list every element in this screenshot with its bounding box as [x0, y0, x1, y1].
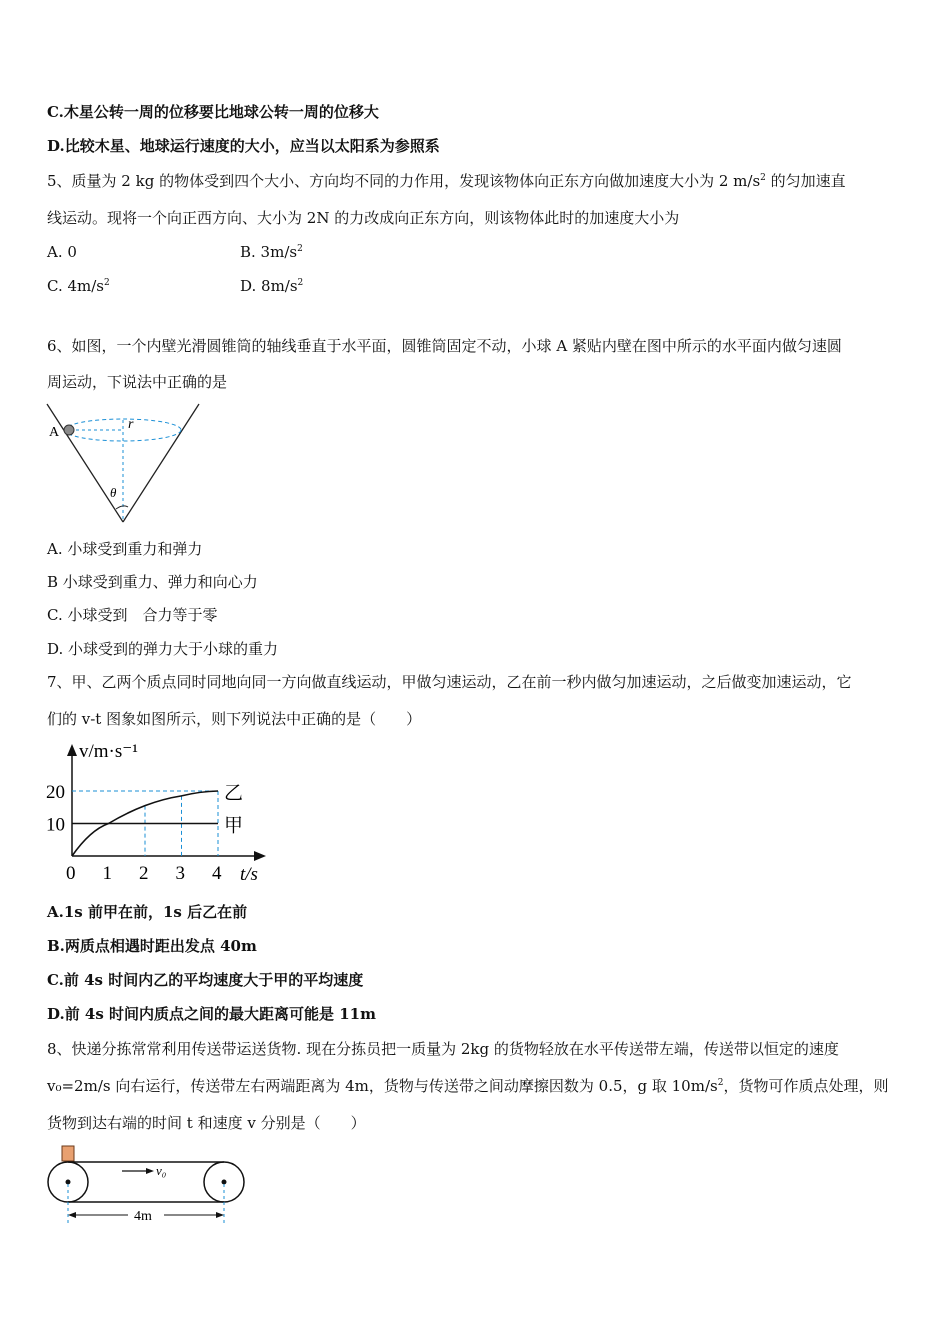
q5-stem-line2: 线运动。现将一个向正西方向、大小为 2N 的力改成向正东方向，则该物体此时的加速度大小为 [47, 209, 680, 227]
conveyor-figure [44, 1142, 249, 1230]
q5-option-a: A. 0 [47, 243, 77, 261]
q6-option-d: D. 小球受到的弹力大于小球的重力 [47, 640, 279, 658]
ball-a [64, 425, 74, 435]
cargo-box [62, 1146, 74, 1161]
q4-option-c: C.木星公转一周的位移要比地球公转一周的位移大 [47, 103, 379, 121]
y-tick-label: 10 [46, 814, 65, 836]
q4-option-d: D.比较木星、地球运行速度的大小，应当以太阳系为参照系 [47, 137, 440, 155]
q5-stem-line1: 5、质量为 2 kg 的物体受到四个大小、方向均不同的力作用，发现该物体向正东方向做加速度大小为 2 $m/s^2$ 的匀加速直 [47, 172, 846, 190]
q7-stem-line1: 7、甲、乙两个质点同时同地向同一方向做直线运动，甲做匀速运动，乙在前一秒内做匀加速运动，之后做变加速运动，它 [47, 673, 852, 691]
label-a: A [49, 425, 60, 440]
y-axis-label: v/m·s⁻¹ [79, 741, 139, 762]
x-tick-label: 3 [175, 863, 185, 884]
label-r: r [128, 417, 134, 432]
q8-stem-line2: v₀=2m/s 向右运行，传送带左右两端距离为 4m，货物与传送带之间动摩擦因数为 0.5，g 取 $10m/s^2$，货物可作质点处理，则 [47, 1077, 889, 1095]
left-pulley-axle [66, 1180, 71, 1185]
velocity-label: v₀ [156, 1163, 167, 1178]
q5-option-d: D. $8m/s^2$ [240, 277, 304, 295]
series-label-yi: 乙 [224, 783, 244, 804]
q6-stem-line1: 6、如图，一个内壁光滑圆锥筒的轴线垂直于水平面，圆锥筒固定不动，小球 A 紧贴内壁在图中所示的水平面内做匀速圆 [47, 337, 842, 355]
q8-stem-line3: 货物到达右端的时间 t 和速度 v 分别是（ ） [47, 1114, 366, 1132]
q7-option-c: C.前 4s 时间内乙的平均速度大于甲的平均速度 [47, 971, 364, 989]
cone-figure [40, 398, 210, 528]
q6-option-b: B 小球受到重力、弹力和向心力 [47, 573, 258, 591]
theta-arc [116, 506, 128, 509]
x-tick-label: 4 [212, 863, 222, 884]
label-theta: θ [110, 485, 117, 500]
x-tick-label: 1 [102, 863, 112, 884]
q6-stem-line2: 周运动，下说法中正确的是 [47, 373, 228, 391]
dim-arrow-right [216, 1212, 224, 1218]
q7-stem-line2: 们的 v-t 图象如图所示，则下列说法中正确的是（ ） [47, 710, 422, 728]
y-axis-arrow [67, 744, 77, 756]
right-pulley-axle [222, 1180, 227, 1185]
q7-option-b: B.两质点相遇时距出发点 40m [47, 937, 257, 955]
distance-label: 4m [134, 1209, 152, 1224]
q5-option-b: B. $3m/s^2$ [240, 243, 303, 261]
series-label-jia: 甲 [224, 815, 244, 837]
y-tick-label: 20 [46, 782, 65, 803]
x-axis-label: t/s [240, 864, 258, 885]
q6-option-c: C. 小球受到 合力等于零 [47, 606, 218, 624]
q7-option-a: A.1s 前甲在前，1s 后乙在前 [47, 903, 248, 921]
x-axis-arrow [254, 851, 266, 861]
vt-chart [42, 738, 272, 888]
q8-stem-line1: 8、快递分拣常常利用传送带运送货物. 现在分拣员把一质量为 2kg 的货物轻放在水平传送带左端，传送带以恒定的速度 [47, 1040, 839, 1058]
q5-option-c: C. $4m/s^2$ [47, 277, 110, 295]
q7-option-d: D.前 4s 时间内质点之间的最大距离可能是 11m [47, 1005, 376, 1023]
x-tick-label: 0 [66, 863, 76, 884]
q6-option-a: A. 小球受到重力和弹力 [47, 540, 203, 558]
velocity-arrowhead [146, 1168, 154, 1174]
dim-arrow-left [68, 1212, 76, 1218]
x-tick-label: 2 [139, 863, 149, 884]
